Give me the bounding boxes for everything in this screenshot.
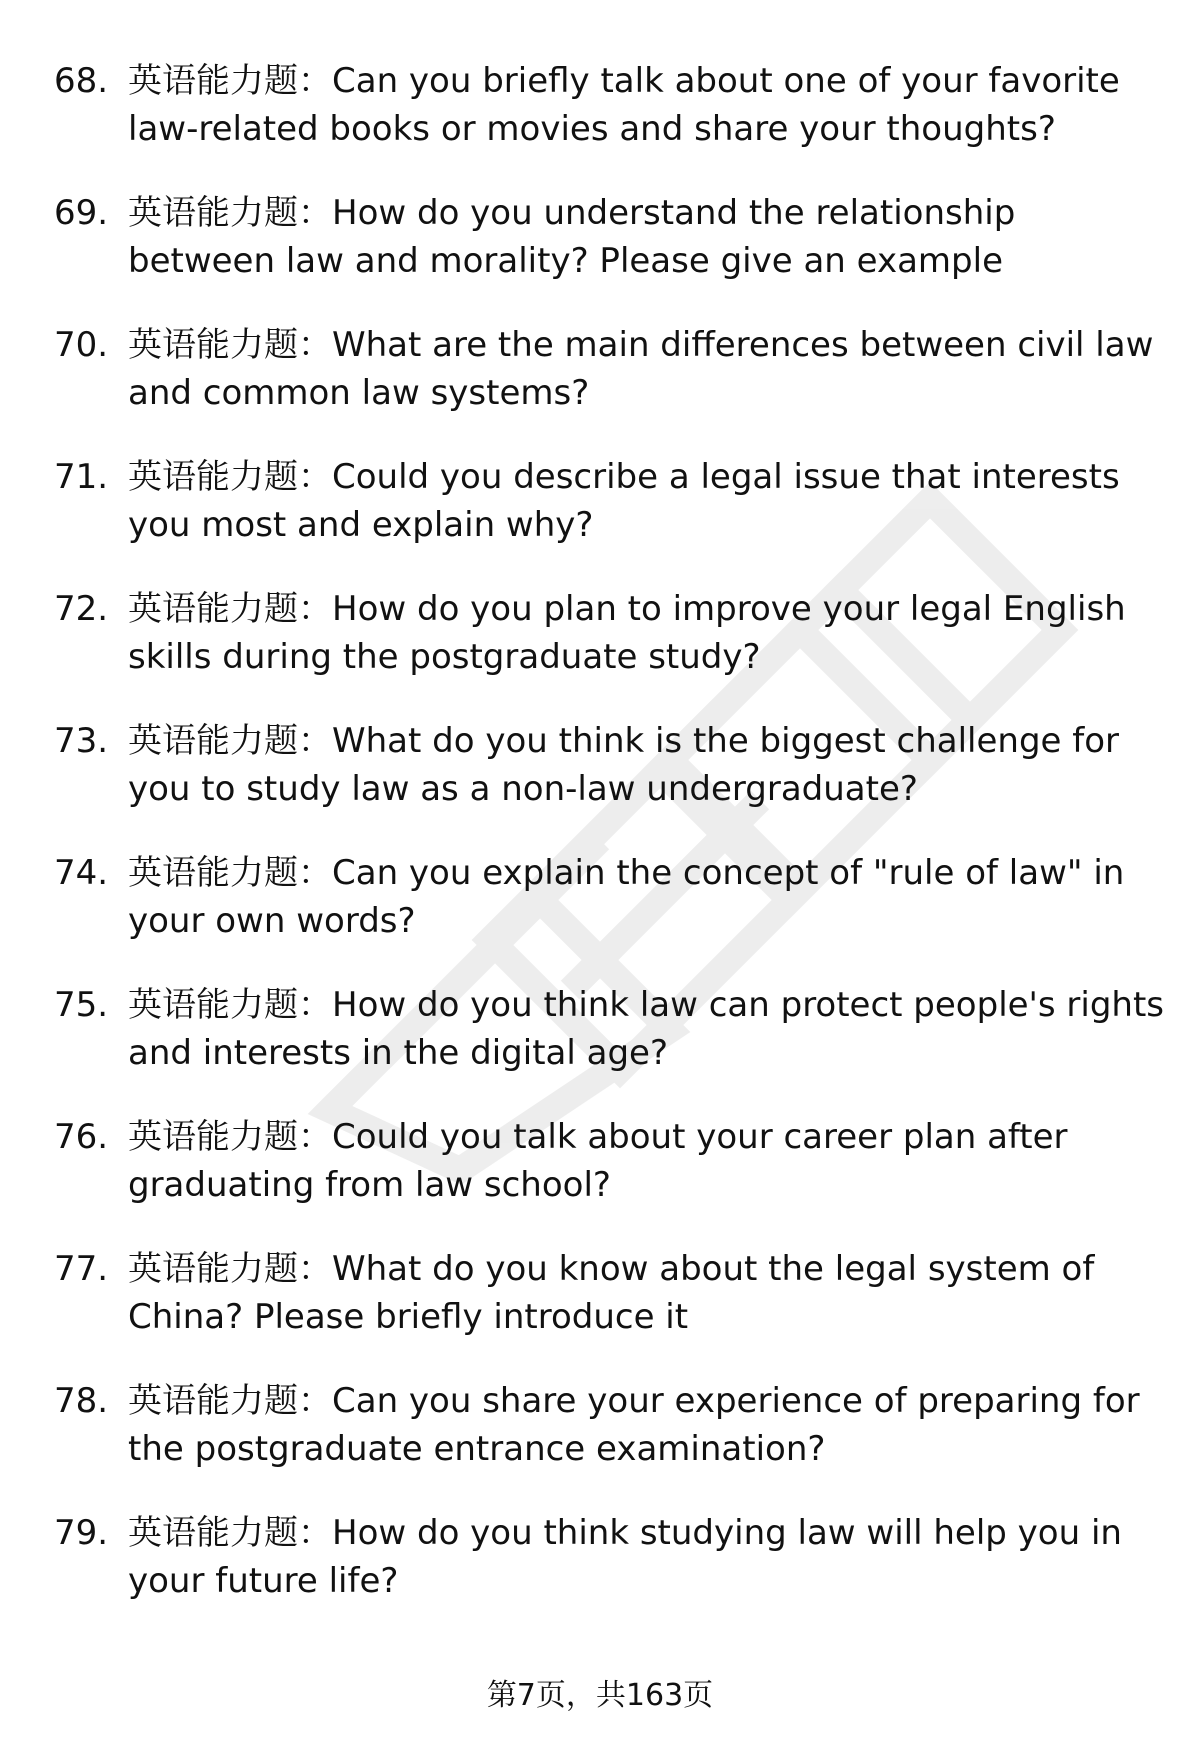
question-tag: 英语能力题： <box>128 1117 332 1157</box>
question-item <box>0 981 1200 1113</box>
question-text: What do you know about the legal system of China? Please briefly introduce it <box>128 1249 1095 1337</box>
question-number: 70. <box>54 325 109 365</box>
question-text: How do you think studying law will help you in your future life? <box>128 1513 1122 1601</box>
question-body <box>128 453 1168 549</box>
question-body <box>128 717 1168 813</box>
question-tag: 英语能力题： <box>128 325 332 365</box>
question-number: 78. <box>54 1381 109 1421</box>
question-item <box>0 1113 1200 1245</box>
question-number: 73. <box>54 721 109 761</box>
question-number: 77. <box>54 1249 109 1289</box>
question-tag: 英语能力题： <box>128 853 332 893</box>
question-item <box>0 189 1200 321</box>
question-item <box>0 849 1200 981</box>
question-text: How do you understand the relationship between law and morality? Please give an example <box>128 193 1016 281</box>
question-text: What are the main differences between civil law and common law systems? <box>128 325 1154 413</box>
question-number: 69. <box>54 193 109 233</box>
question-number: 72. <box>54 589 109 629</box>
question-item <box>0 1245 1200 1377</box>
question-body <box>128 585 1168 681</box>
question-list <box>0 57 1200 1641</box>
question-text: What do you think is the biggest challenge for you to study law as a non-law undergraduate? <box>128 721 1120 809</box>
question-tag: 英语能力题： <box>128 193 332 233</box>
question-tag: 英语能力题： <box>128 589 332 629</box>
question-item <box>0 1377 1200 1509</box>
question-text: Could you describe a legal issue that interests you most and explain why? <box>128 457 1120 545</box>
question-text: Can you share your experience of preparing for the postgraduate entrance examination? <box>128 1381 1140 1469</box>
question-tag: 英语能力题： <box>128 1513 332 1553</box>
question-number: 79. <box>54 1513 109 1553</box>
question-body <box>128 189 1168 285</box>
question-tag: 英语能力题： <box>128 1381 332 1421</box>
question-item <box>0 717 1200 849</box>
page-number-footer: 第7页，共163页 <box>486 1678 714 1713</box>
question-tag: 英语能力题： <box>128 61 332 101</box>
question-item <box>0 453 1200 585</box>
question-text: Could you talk about your career plan after graduating from law school? <box>128 1117 1068 1205</box>
question-body <box>128 1509 1168 1605</box>
question-item <box>0 585 1200 717</box>
question-body <box>128 1245 1168 1341</box>
question-body <box>128 321 1168 417</box>
question-item <box>0 321 1200 453</box>
question-body <box>128 849 1168 945</box>
question-number: 68. <box>54 61 109 101</box>
question-tag: 英语能力题： <box>128 1249 332 1289</box>
question-tag: 英语能力题： <box>128 457 332 497</box>
question-number: 74. <box>54 853 109 893</box>
question-number: 71. <box>54 457 109 497</box>
question-item <box>0 1509 1200 1641</box>
question-body <box>128 981 1168 1077</box>
question-text: How do you plan to improve your legal English skills during the postgraduate study? <box>128 589 1126 677</box>
question-body <box>128 57 1168 153</box>
question-tag: 英语能力题： <box>128 721 332 761</box>
question-text: How do you think law can protect people's rights and interests in the digital age? <box>128 985 1165 1073</box>
question-number: 75. <box>54 985 109 1025</box>
question-text: Can you explain the concept of "rule of law" in your own words? <box>128 853 1125 941</box>
question-tag: 英语能力题： <box>128 985 332 1025</box>
question-body <box>128 1377 1168 1473</box>
question-text: Can you briefly talk about one of your favorite law-related books or movies and share your thoughts? <box>128 61 1120 149</box>
question-item <box>0 57 1200 189</box>
question-body <box>128 1113 1168 1209</box>
question-number: 76. <box>54 1117 109 1157</box>
